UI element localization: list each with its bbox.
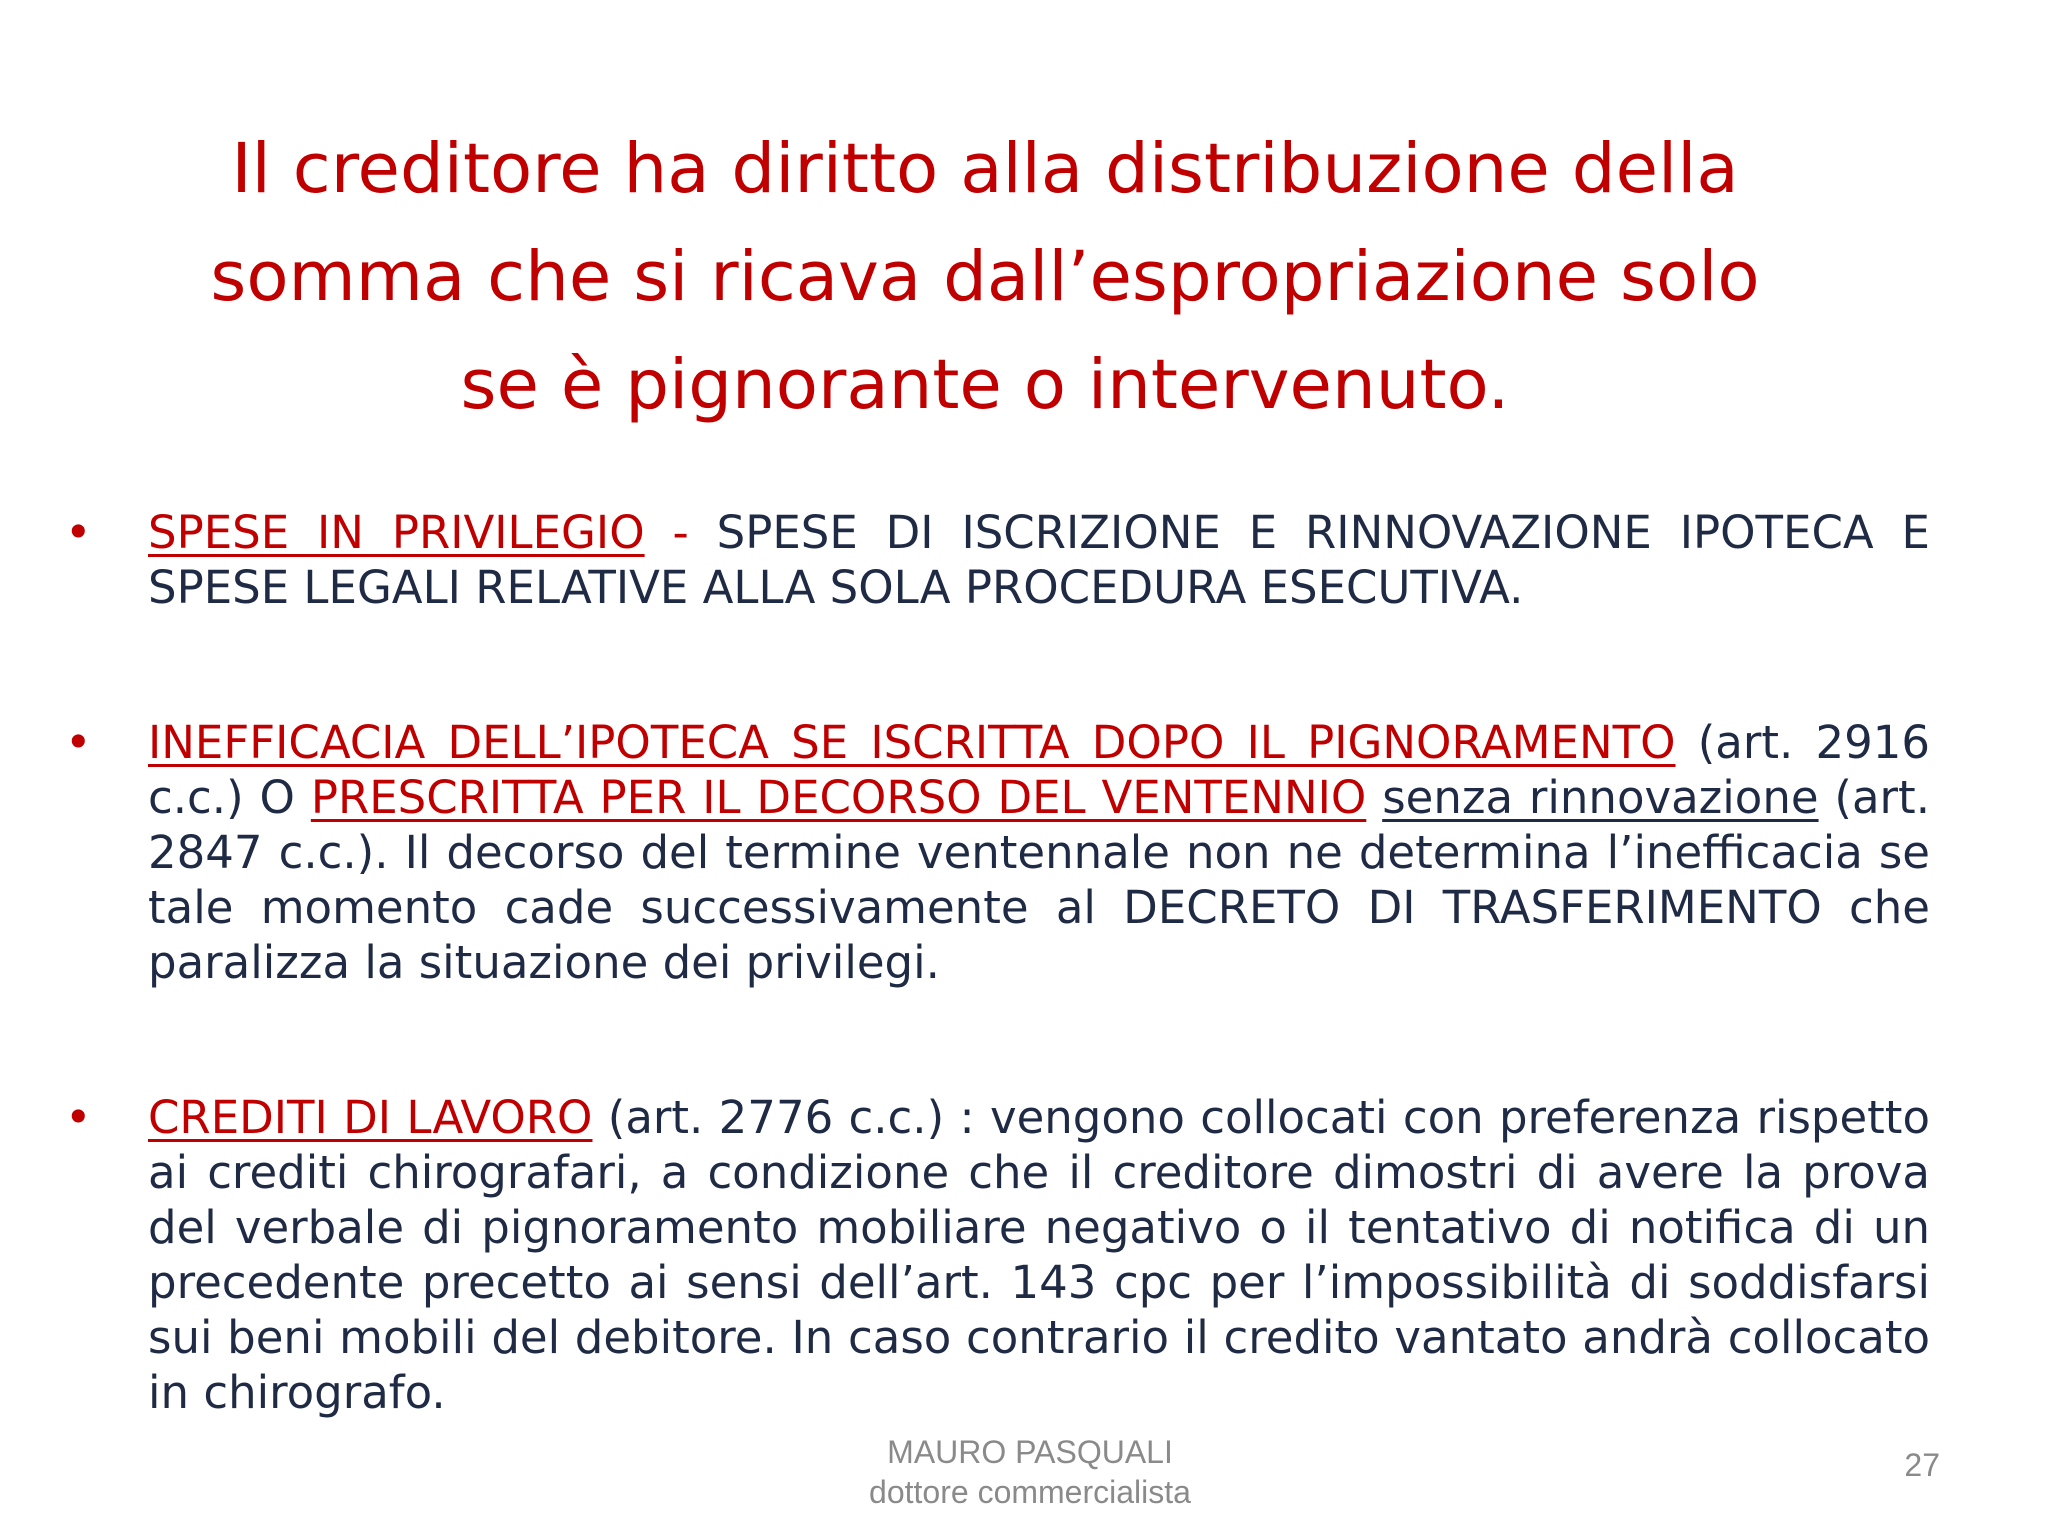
bullet-text: SPESE DI ISCRIZIONE E RINNOVAZIONE IPOTECA E SPESE LEGALI RELATIVE ALLA SOLA PROCEDURA ESECUTIVA. [148, 506, 1930, 614]
bullet-heading: INEFFICACIA DELL’IPOTECA SE ISCRITTA DOPO IL PIGNORAMENTO [148, 716, 1676, 769]
bullet-heading-secondary: PRESCRITTA PER IL DECORSO DEL VENTENNIO [310, 771, 1367, 824]
bullet-list [65, 505, 1930, 1420]
bullet-separator: - [644, 506, 717, 559]
bullet-space [1366, 771, 1382, 824]
bullet-dot-icon: • [65, 506, 92, 559]
slide-title [120, 115, 1850, 439]
title-line-2: somma che si ricava dall’espropriazione solo [210, 237, 1760, 317]
page-number: 27 [1904, 1447, 1940, 1483]
bullet-heading: SPESE IN PRIVILEGIO [148, 506, 645, 559]
title-line-3: se è pignorante o intervenuto. [460, 345, 1510, 425]
title-line-1: Il creditore ha diritto alla distribuzione della [231, 129, 1739, 209]
footer-name: MAURO PASQUALI [887, 1434, 1173, 1470]
bullet-item-spese-privilegio [65, 505, 1930, 615]
bullet-dot-icon: • [65, 1091, 92, 1144]
footer-author [760, 1432, 1300, 1512]
bullet-item-crediti-lavoro [65, 1090, 1930, 1420]
bullet-item-inefficacia-ipoteca [65, 715, 1930, 990]
bullet-heading: CREDITI DI LAVORO [148, 1091, 593, 1144]
bullet-text-continued: (art. 2847 c.c.). Il decorso del termine ventennale non ne determina l’inefficacia se tale momento cade successivamente al DECRETO DI TRASFERIMENTO che paralizza la situazione dei privilegi. [148, 771, 1930, 989]
bullet-dot-icon: • [65, 716, 92, 769]
bullet-underlined-text: senza rinnovazione [1382, 771, 1819, 824]
footer-role: dottore commercialista [869, 1474, 1191, 1510]
bullet-text: (art. 2916 c.c.) O [148, 716, 1930, 824]
bullet-text: (art. 2776 c.c.) : vengono collocati con preferenza rispetto ai crediti chirografari, a condizione che il creditore dimostri di avere la prova del verbale di pignoramento mobiliare negativo o il tentativo di notifica di un precedente precetto ai sensi dell’art. 143 cpc per l’impossibilità di soddisfarsi sui beni mobili del debitore. In caso contrario il credito vantato andrà collocato in chirografo. [148, 1091, 1930, 1419]
